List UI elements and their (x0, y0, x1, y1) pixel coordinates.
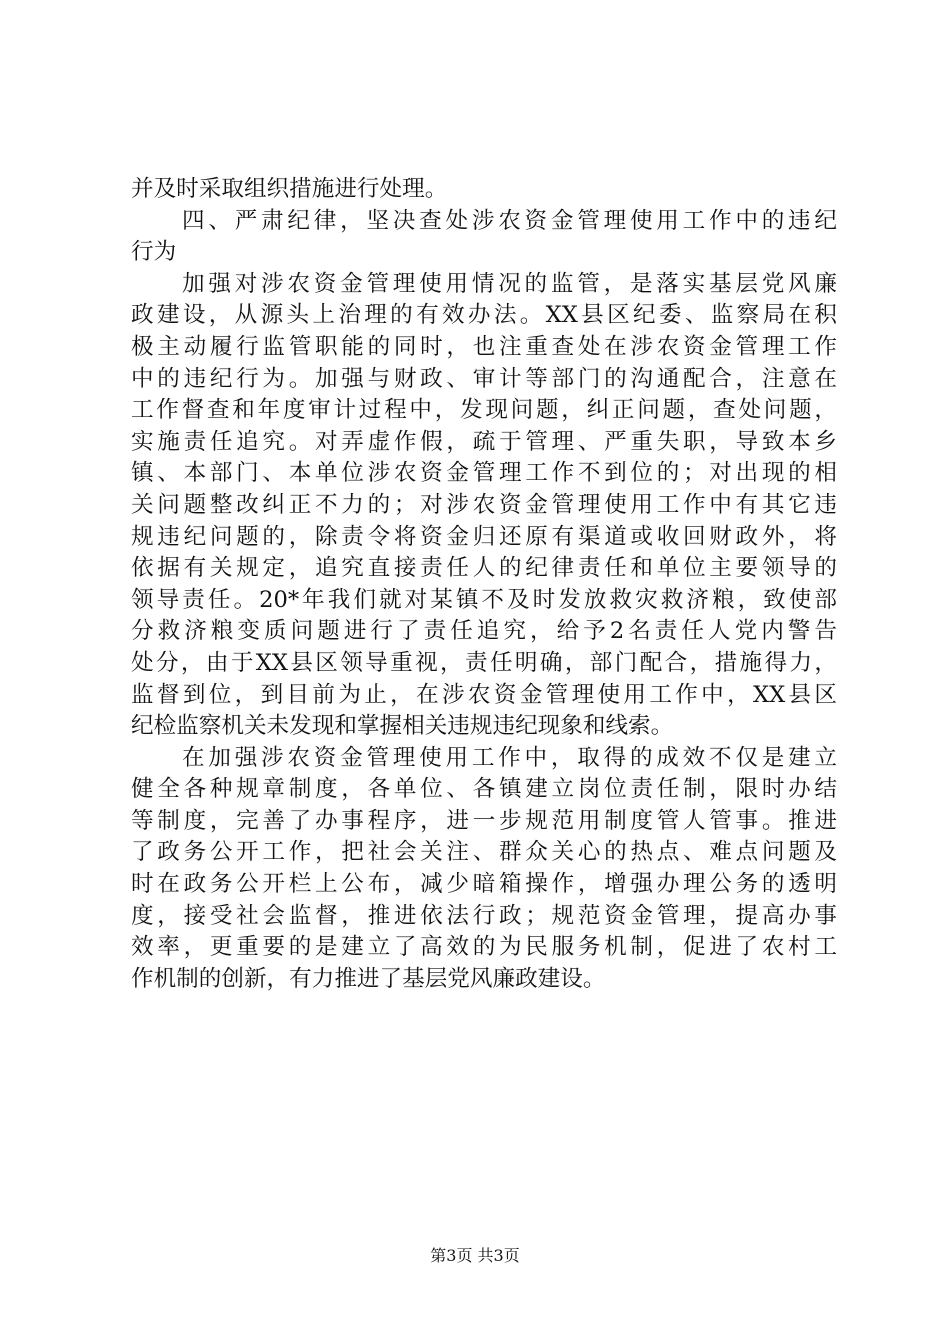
page-number-footer: 第3页 共3页 (430, 1246, 520, 1265)
section-heading-line: 四、严肃纪律，坚决查处涉农资金管理使用工作中的违纪 (182, 207, 837, 234)
text-line: 纪检监察机关未发现和掌握相关违规违纪现象和线索。 (131, 713, 674, 740)
section-heading-line: 行为 (131, 239, 177, 266)
text-line: 并及时采取组织措施进行处理。 (131, 176, 448, 202)
text-line: 处分，由于XX县区领导重视，责任明确，部门配合，措施得力， (131, 649, 837, 676)
text-line: 规违纪问题的，除责令将资金归还原有渠道或收回财政外，将 (131, 523, 837, 550)
text-line: 加强对涉农资金管理使用情况的监管，是落实基层党风廉 (182, 270, 837, 297)
text-line: 监督到位，到目前为止，在涉农资金管理使用工作中，XX县区 (131, 681, 837, 708)
text-line: 了政务公开工作，把社会关注、群众关心的热点、难点问题及 (131, 839, 837, 866)
text-line: 等制度，完善了办事程序，进一步规范用制度管人管事。推进 (131, 807, 837, 834)
text-line: 镇、本部门、本单位涉农资金管理工作不到位的；对出现的相 (131, 460, 837, 487)
text-line: 效率，更重要的是建立了高效的为民服务机制，促进了农村工 (131, 934, 837, 961)
text-line: 工作督查和年度审计过程中，发现问题，纠正问题，查处问题， (131, 397, 837, 424)
text-line: 极主动履行监管职能的同时，也注重查处在涉农资金管理工作 (131, 333, 837, 360)
text-line: 中的违纪行为。加强与财政、审计等部门的沟通配合，注意在 (131, 365, 837, 392)
document-body (131, 174, 837, 995)
text-line: 实施责任追究。对弄虚作假，疏于管理、严重失职，导致本乡 (131, 428, 837, 455)
text-line: 健全各种规章制度，各单位、各镇建立岗位责任制，限时办结 (131, 776, 837, 803)
text-line: 关问题整改纠正不力的；对涉农资金管理使用工作中有其它违 (131, 491, 837, 518)
text-line: 依据有关规定，追究直接责任人的纪律责任和单位主要领导的 (131, 555, 837, 582)
text-line: 度，接受社会监督，推进依法行政；规范资金管理，提高办事 (131, 902, 837, 929)
text-line: 领导责任。20*年我们就对某镇不及时发放救灾救济粮，致使部 (131, 586, 837, 613)
text-line: 分救济粮变质问题进行了责任追究，给予2名责任人党内警告 (131, 618, 837, 645)
text-line: 政建设，从源头上治理的有效办法。XX县区纪委、监察局在积 (131, 302, 837, 329)
text-line: 时在政务公开栏上公布，减少暗箱操作，增强办理公务的透明 (131, 871, 837, 898)
text-line: 作机制的创新，有力推进了基层党风廉政建设。 (131, 965, 606, 992)
text-line: 在加强涉农资金管理使用工作中，取得的成效不仅是建立 (182, 744, 837, 771)
